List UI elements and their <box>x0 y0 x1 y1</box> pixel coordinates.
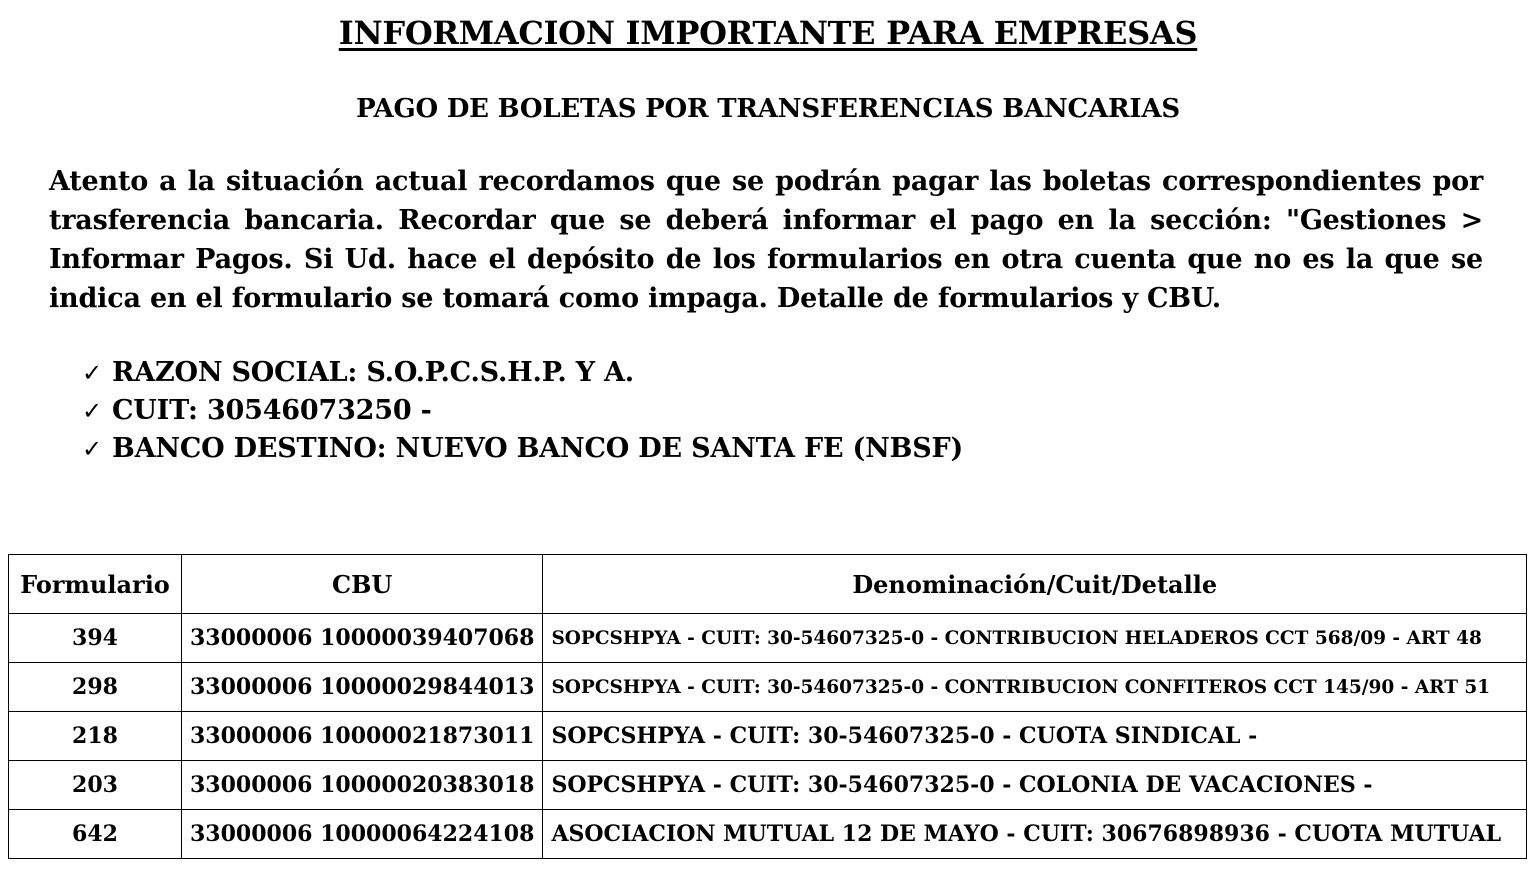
check-icon: ✓ <box>82 397 102 425</box>
cell-detalle: SOPCSHPYA - CUIT: 30-54607325-0 - CONTRIBUCION HELADEROS CCT 568/09 - ART 48 <box>543 614 1527 663</box>
header-cbu: CBU <box>182 555 543 614</box>
razon-social-text: RAZON SOCIAL: S.O.P.C.S.H.P. Y A. <box>112 357 634 388</box>
list-item-banco <box>82 430 963 468</box>
cell-cbu: 33000006 10000064224108 <box>182 810 543 859</box>
intro-paragraph: Atento a la situación actual recordamos que se podrán pagar las boletas correspondientes por trasferencia bancaria. Recordar que se deberá informar el pago en la sección: "Gestiones > Informar Pagos. Si Ud. hace el depósito de los formularios en otra cuenta que no es la que se indica en el formulario se tomará como impaga. Detalle de formularios y CBU. <box>49 166 1483 314</box>
table-row <box>9 810 1527 859</box>
cell-detalle: SOPCSHPYA - CUIT: 30-54607325-0 - CUOTA SINDICAL - <box>543 712 1527 761</box>
formularios-table <box>8 554 1527 859</box>
list-item-razon-social <box>82 354 963 392</box>
cell-cbu: 33000006 10000021873011 <box>182 712 543 761</box>
check-icon: ✓ <box>82 435 102 463</box>
cell-detalle: SOPCSHPYA - CUIT: 30-54607325-0 - CONTRIBUCION CONFITEROS CCT 145/90 - ART 51 <box>543 663 1527 712</box>
page-subtitle: PAGO DE BOLETAS POR TRANSFERENCIAS BANCARIAS <box>356 94 1180 124</box>
table-row <box>9 712 1527 761</box>
header-detalle: Denominación/Cuit/Detalle <box>543 555 1527 614</box>
cell-cbu: 33000006 10000029844013 <box>182 663 543 712</box>
list-item-cuit <box>82 392 963 430</box>
table-row <box>9 663 1527 712</box>
company-info-list <box>82 354 963 468</box>
table-row <box>9 761 1527 810</box>
cell-cbu: 33000006 10000039407068 <box>182 614 543 663</box>
table-header-row <box>9 555 1527 614</box>
cell-detalle: ASOCIACION MUTUAL 12 DE MAYO - CUIT: 30676898936 - CUOTA MUTUAL <box>543 810 1527 859</box>
page-title: INFORMACION IMPORTANTE PARA EMPRESAS <box>338 14 1198 52</box>
cell-detalle: SOPCSHPYA - CUIT: 30-54607325-0 - COLONIA DE VACACIONES - <box>543 761 1527 810</box>
header-formulario: Formulario <box>9 555 182 614</box>
check-icon: ✓ <box>82 359 102 387</box>
banco-text: BANCO DESTINO: NUEVO BANCO DE SANTA FE (NBSF) <box>112 433 964 464</box>
cell-formulario: 394 <box>9 614 182 663</box>
cell-formulario: 203 <box>9 761 182 810</box>
cell-formulario: 218 <box>9 712 182 761</box>
cell-formulario: 642 <box>9 810 182 859</box>
table-row <box>9 614 1527 663</box>
cuit-text: CUIT: 30546073250 - <box>112 395 432 426</box>
cell-cbu: 33000006 10000020383018 <box>182 761 543 810</box>
cell-formulario: 298 <box>9 663 182 712</box>
